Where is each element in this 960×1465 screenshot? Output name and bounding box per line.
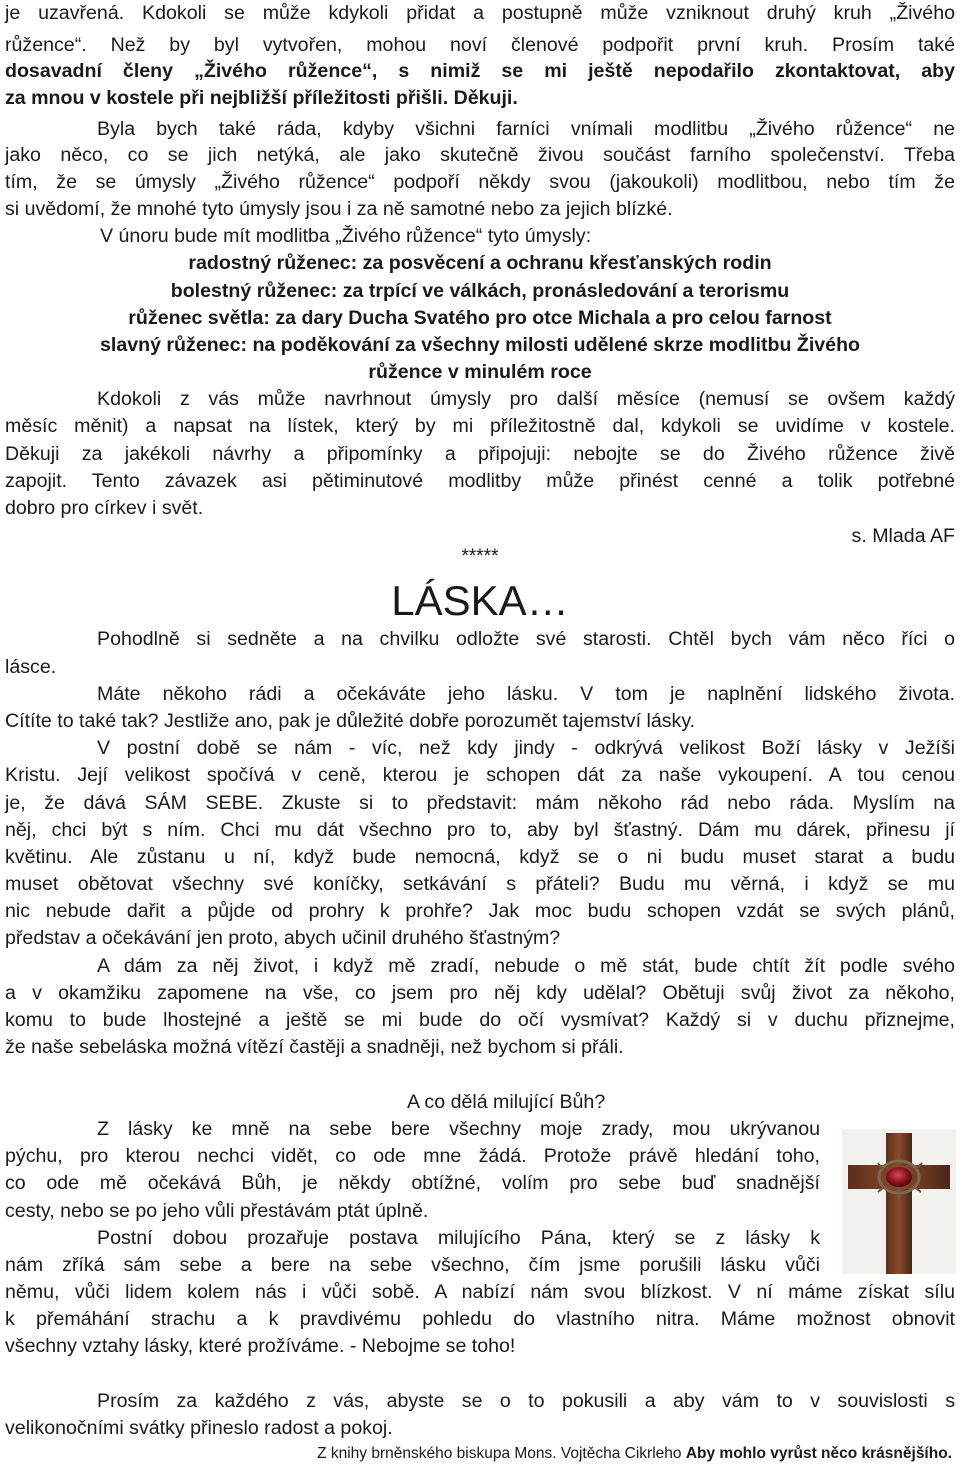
text-line: si uvědomí, že mnohé tyto úmysly jsou i za ně samotné nebo za jejich blízké. — [5, 198, 673, 220]
text-line: všechny vztahy lásky, které prožíváme. - Nebojme se toho! — [5, 1335, 516, 1357]
text-line: květinu. Ale zůstanu u ní, když bude nemocná, když se o ni budu muset starat a budu — [5, 846, 955, 868]
source-text: Z knihy brněnského biskupa Mons. Vojtěcha Cikrleho — [317, 1445, 686, 1462]
cross-image — [842, 1129, 956, 1274]
text-line: dobro pro církev i svět. — [5, 497, 204, 519]
text-line: měsíc měnit) a napsat na lístek, který by mi příležitostně dal, kdykoli se uvidíme v kostele. — [5, 415, 955, 437]
text-line: němu, vůči lidem kolem nás i vůči sobě. A nabízí nám svou blízkost. V ní máme získat sílu — [5, 1281, 955, 1303]
text-line: je, že dává SÁM SEBE. Zkuste si to představit: mám někoho rád nebo ráda. Myslím na — [5, 792, 955, 814]
text-line: muset obětovat všechny své koníčky, setkávání s přáteli? Budu mu věrná, i když se mu — [5, 873, 955, 895]
text-line: Postní dobou prozařuje postava milujícího Pána, který se z lásky k — [97, 1227, 820, 1249]
text-line: růžence v minulém roce — [368, 361, 592, 383]
text-line: zapojit. Tento závazek asi pětiminutové modlitby může přinést cenné a tolik potřebné — [5, 470, 955, 492]
text-line: V únoru bude mít modlitba „Živého růžence“ tyto úmysly: — [100, 225, 592, 247]
text-line: a v okamžiku zapomene na vše, co jsem pro něj kdy udělal? Obětuji svůj život za někoho, — [5, 982, 955, 1004]
text-line: Prosím za každého z vás, abyste se o to pokusili a aby vám to v souvislosti s — [97, 1390, 955, 1412]
text-line: pýchu, pro kterou nechci vidět, co ode mne žádá. Protože právě hledání toho, — [5, 1145, 820, 1167]
text-line: s. Mlada AF — [851, 525, 955, 547]
text-line: Kristu. Její velikost spočívá v ceně, kterou je schopen dát za naše vykoupení. A tou cenou — [5, 764, 955, 786]
text-line: slavný růženec: na poděkování za všechny milosti udělené skrze modlitbu Živého — [99, 334, 861, 356]
text-line: Z lásky ke mně na sebe bere všechny moje zrady, mou ukrývanou — [97, 1118, 820, 1140]
text-line: představ a očekávání jen proto, abych učinil druhého šťastným? — [5, 927, 561, 949]
source-citation — [317, 1444, 952, 1464]
text-line: A dám za něj život, i když mě zradí, nebude o mě stát, bude chtít žít podle svého — [97, 955, 955, 977]
text-line: bolestný růženec: za trpící ve válkách, pronásledování a terorismu — [170, 280, 790, 302]
text-line: velikonočními svátky přineslo radost a pokoj. — [5, 1417, 393, 1439]
text-line: Cítíte to také tak? Jestliže ano, pak je důležité dobře porozumět tajemství lásky. — [5, 710, 696, 732]
text-line: k přemáhání strachu a k pravdivému pohledu do vlastního nitra. Máme možnost obnovit — [5, 1308, 955, 1330]
text-line: Děkuji za jakékoli návrhy a připomínky a připojuji: nebojte se do Živého růžence živě — [5, 443, 955, 465]
text-line: Byla bych také ráda, kdyby všichni farníci vnímali modlitbu „Živého růžence“ ne — [97, 118, 955, 140]
text-line: V postní době se nám - víc, než kdy jindy - odkrývá velikost Boží lásky v Ježíši — [97, 737, 955, 759]
text-line: jako něco, co se jich netýká, ale jako skutečně živou součást farního společenství. Třeba — [5, 144, 955, 166]
section-heading: LÁSKA… — [391, 577, 569, 624]
text-line: Máte někoho rádi a očekáváte jeho lásku. V tom je naplnění lidského života. — [97, 683, 955, 705]
text-line: něj, chci být s ním. Chci mu dát všechno pro to, aby byl šťastný. Dám mu dárek, přinesu jí — [5, 819, 955, 841]
text-line: že naše sebeláska možná vítězí častěji a snadněji, než bychom si přáli. — [5, 1036, 624, 1058]
text-line: nic nebude dařit a půjde od prohry k prohře? Jak moc budu schopen vzdát se svých plánů, — [5, 900, 955, 922]
text-line: je uzavřená. Kdokoli se může kdykoli přidat a postupně může vzniknout druhý kruh „Živého — [5, 2, 955, 24]
text-line: A co dělá milující Bůh? — [407, 1091, 606, 1113]
text-line: radostný růženec: za posvěcení a ochranu křesťanských rodin — [188, 252, 772, 274]
text-line: dosavadní členy „Živého růžence“, s nimiž se mi ještě nepodařilo zkontaktovat, aby — [5, 60, 955, 82]
section-separator: ***** — [461, 546, 499, 567]
text-line: Kdokoli z vás může navrhnout úmysly pro další měsíce (nemusí se ovšem každý — [97, 388, 955, 410]
text-line: nám zříká sám sebe a bere na sebe všechno, čím jsme porušili lásku vůči — [5, 1254, 820, 1276]
text-line: růžence“. Než by byl vytvořen, mohou noví členové podpořit první kruh. Prosím také — [5, 34, 955, 56]
text-line: tím, že se úmysly „Živého růžence“ podpoří někdy svou (jakoukoli) modlitbou, nebo tím že — [5, 171, 955, 193]
text-line: cesty, nebo se po jeho vůli přestávám ptát úplně. — [5, 1200, 429, 1222]
book-title: Aby mohlo vyrůst něco krásnějšího. — [685, 1445, 952, 1462]
text-line: Pohodlně si sedněte a na chvilku odložte své starosti. Chtěl bych vám něco říci o — [97, 628, 955, 650]
text-line: komu to bude lhostejné a ještě se mi bude do očí vysmívat? Každý si v duchu přiznejme, — [5, 1009, 955, 1031]
text-line: lásce. — [5, 656, 57, 678]
text-line: růženec světla: za dary Ducha Svatého pro otce Michala a pro celou farnost — [128, 307, 832, 329]
text-line: co ode mě očekává Bůh, je někdy obtížné, volím pro sebe buď snadnější — [5, 1172, 820, 1194]
text-line: za mnou v kostele při nejbližší příležitosti přišli. Děkuji. — [5, 87, 518, 109]
